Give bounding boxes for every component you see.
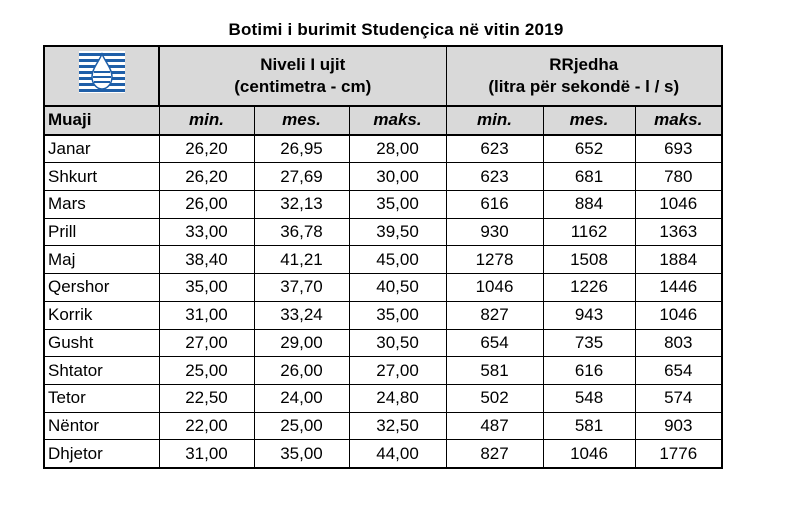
table-row: [44, 440, 722, 468]
level-max-header: maks.: [349, 106, 446, 135]
flow-avg-cell: 1508: [543, 246, 635, 274]
level-min-cell: 31,00: [159, 440, 254, 468]
water-level-unit: (centimetra - cm): [234, 77, 372, 96]
level-min-cell: 25,00: [159, 357, 254, 385]
flow-max-cell: 1363: [635, 218, 722, 246]
level-avg-cell: 24,00: [254, 384, 349, 412]
flow-avg-cell: 943: [543, 301, 635, 329]
level-min-cell: 31,00: [159, 301, 254, 329]
flow-min-cell: 827: [446, 440, 543, 468]
level-min-cell: 27,00: [159, 329, 254, 357]
water-level-group-header: [159, 46, 446, 106]
flow-avg-cell: 681: [543, 163, 635, 191]
level-min-cell: 26,20: [159, 135, 254, 163]
flow-avg-cell: 616: [543, 357, 635, 385]
flow-max-cell: 1884: [635, 246, 722, 274]
table-row: [44, 246, 722, 274]
flow-min-cell: 654: [446, 329, 543, 357]
level-max-cell: 27,00: [349, 357, 446, 385]
level-min-cell: 35,00: [159, 274, 254, 302]
month-cell: Tetor: [44, 384, 159, 412]
level-max-cell: 24,80: [349, 384, 446, 412]
level-max-cell: 39,50: [349, 218, 446, 246]
flow-max-cell: 654: [635, 357, 722, 385]
level-avg-cell: 37,70: [254, 274, 349, 302]
table-row: [44, 163, 722, 191]
flow-avg-cell: 735: [543, 329, 635, 357]
month-cell: Prill: [44, 218, 159, 246]
flow-min-cell: 616: [446, 191, 543, 219]
flow-min-cell: 827: [446, 301, 543, 329]
level-min-cell: 26,00: [159, 191, 254, 219]
table-row: [44, 301, 722, 329]
month-cell: Korrik: [44, 301, 159, 329]
flow-max-cell: 693: [635, 135, 722, 163]
flow-min-cell: 1278: [446, 246, 543, 274]
flow-max-header: maks.: [635, 106, 722, 135]
month-cell: Maj: [44, 246, 159, 274]
flow-avg-cell: 1162: [543, 218, 635, 246]
flow-unit: (litra për sekondë - l / s): [488, 77, 680, 96]
level-min-cell: 22,00: [159, 412, 254, 440]
table-row: [44, 384, 722, 412]
month-cell: Shtator: [44, 357, 159, 385]
flow-max-cell: 1046: [635, 301, 722, 329]
flow-max-cell: 574: [635, 384, 722, 412]
logo-cell: [44, 46, 159, 106]
group-header-row: [44, 46, 722, 106]
flow-avg-cell: 581: [543, 412, 635, 440]
flow-max-cell: 1046: [635, 191, 722, 219]
level-avg-cell: 27,69: [254, 163, 349, 191]
level-avg-header: mes.: [254, 106, 349, 135]
table-row: [44, 191, 722, 219]
table-row: [44, 412, 722, 440]
flow-avg-header: mes.: [543, 106, 635, 135]
level-max-cell: 28,00: [349, 135, 446, 163]
level-max-cell: 40,50: [349, 274, 446, 302]
water-data-table: [43, 45, 723, 469]
level-max-cell: 35,00: [349, 301, 446, 329]
level-avg-cell: 33,24: [254, 301, 349, 329]
flow-min-header: min.: [446, 106, 543, 135]
flow-max-cell: 1446: [635, 274, 722, 302]
flow-min-cell: 623: [446, 135, 543, 163]
table-row: [44, 357, 722, 385]
level-max-cell: 35,00: [349, 191, 446, 219]
level-avg-cell: 29,00: [254, 329, 349, 357]
water-level-title: Niveli I ujit: [260, 55, 346, 74]
level-min-cell: 22,50: [159, 384, 254, 412]
flow-max-cell: 903: [635, 412, 722, 440]
month-cell: Gusht: [44, 329, 159, 357]
table-row: [44, 135, 722, 163]
flow-avg-cell: 652: [543, 135, 635, 163]
flow-min-cell: 1046: [446, 274, 543, 302]
flow-min-cell: 502: [446, 384, 543, 412]
level-avg-cell: 41,21: [254, 246, 349, 274]
level-avg-cell: 26,00: [254, 357, 349, 385]
table-row: [44, 274, 722, 302]
sub-header-row: [44, 106, 722, 135]
month-cell: Shkurt: [44, 163, 159, 191]
flow-min-cell: 581: [446, 357, 543, 385]
level-avg-cell: 35,00: [254, 440, 349, 468]
table-row: [44, 329, 722, 357]
water-drop-logo-icon: [79, 51, 125, 93]
month-cell: Qershor: [44, 274, 159, 302]
level-avg-cell: 25,00: [254, 412, 349, 440]
flow-avg-cell: 1046: [543, 440, 635, 468]
level-avg-cell: 36,78: [254, 218, 349, 246]
level-max-cell: 44,00: [349, 440, 446, 468]
level-avg-cell: 32,13: [254, 191, 349, 219]
level-max-cell: 32,50: [349, 412, 446, 440]
month-cell: Nëntor: [44, 412, 159, 440]
flow-avg-cell: 1226: [543, 274, 635, 302]
table-row: [44, 218, 722, 246]
flow-max-cell: 1776: [635, 440, 722, 468]
level-min-cell: 26,20: [159, 163, 254, 191]
flow-min-cell: 623: [446, 163, 543, 191]
flow-max-cell: 780: [635, 163, 722, 191]
flow-title: RRjedha: [549, 55, 619, 74]
flow-min-cell: 487: [446, 412, 543, 440]
month-cell: Dhjetor: [44, 440, 159, 468]
level-avg-cell: 26,95: [254, 135, 349, 163]
flow-min-cell: 930: [446, 218, 543, 246]
flow-group-header: [446, 46, 722, 106]
level-max-cell: 45,00: [349, 246, 446, 274]
flow-avg-cell: 884: [543, 191, 635, 219]
table-title: Botimi i burimit Studençica në vitin 2019: [228, 20, 564, 39]
month-cell: Mars: [44, 191, 159, 219]
level-min-cell: 38,40: [159, 246, 254, 274]
level-max-cell: 30,00: [349, 163, 446, 191]
level-max-cell: 30,50: [349, 329, 446, 357]
flow-max-cell: 803: [635, 329, 722, 357]
month-cell: Janar: [44, 135, 159, 163]
month-column-header: Muaji: [44, 106, 159, 135]
level-min-cell: 33,00: [159, 218, 254, 246]
flow-avg-cell: 548: [543, 384, 635, 412]
level-min-header: min.: [159, 106, 254, 135]
